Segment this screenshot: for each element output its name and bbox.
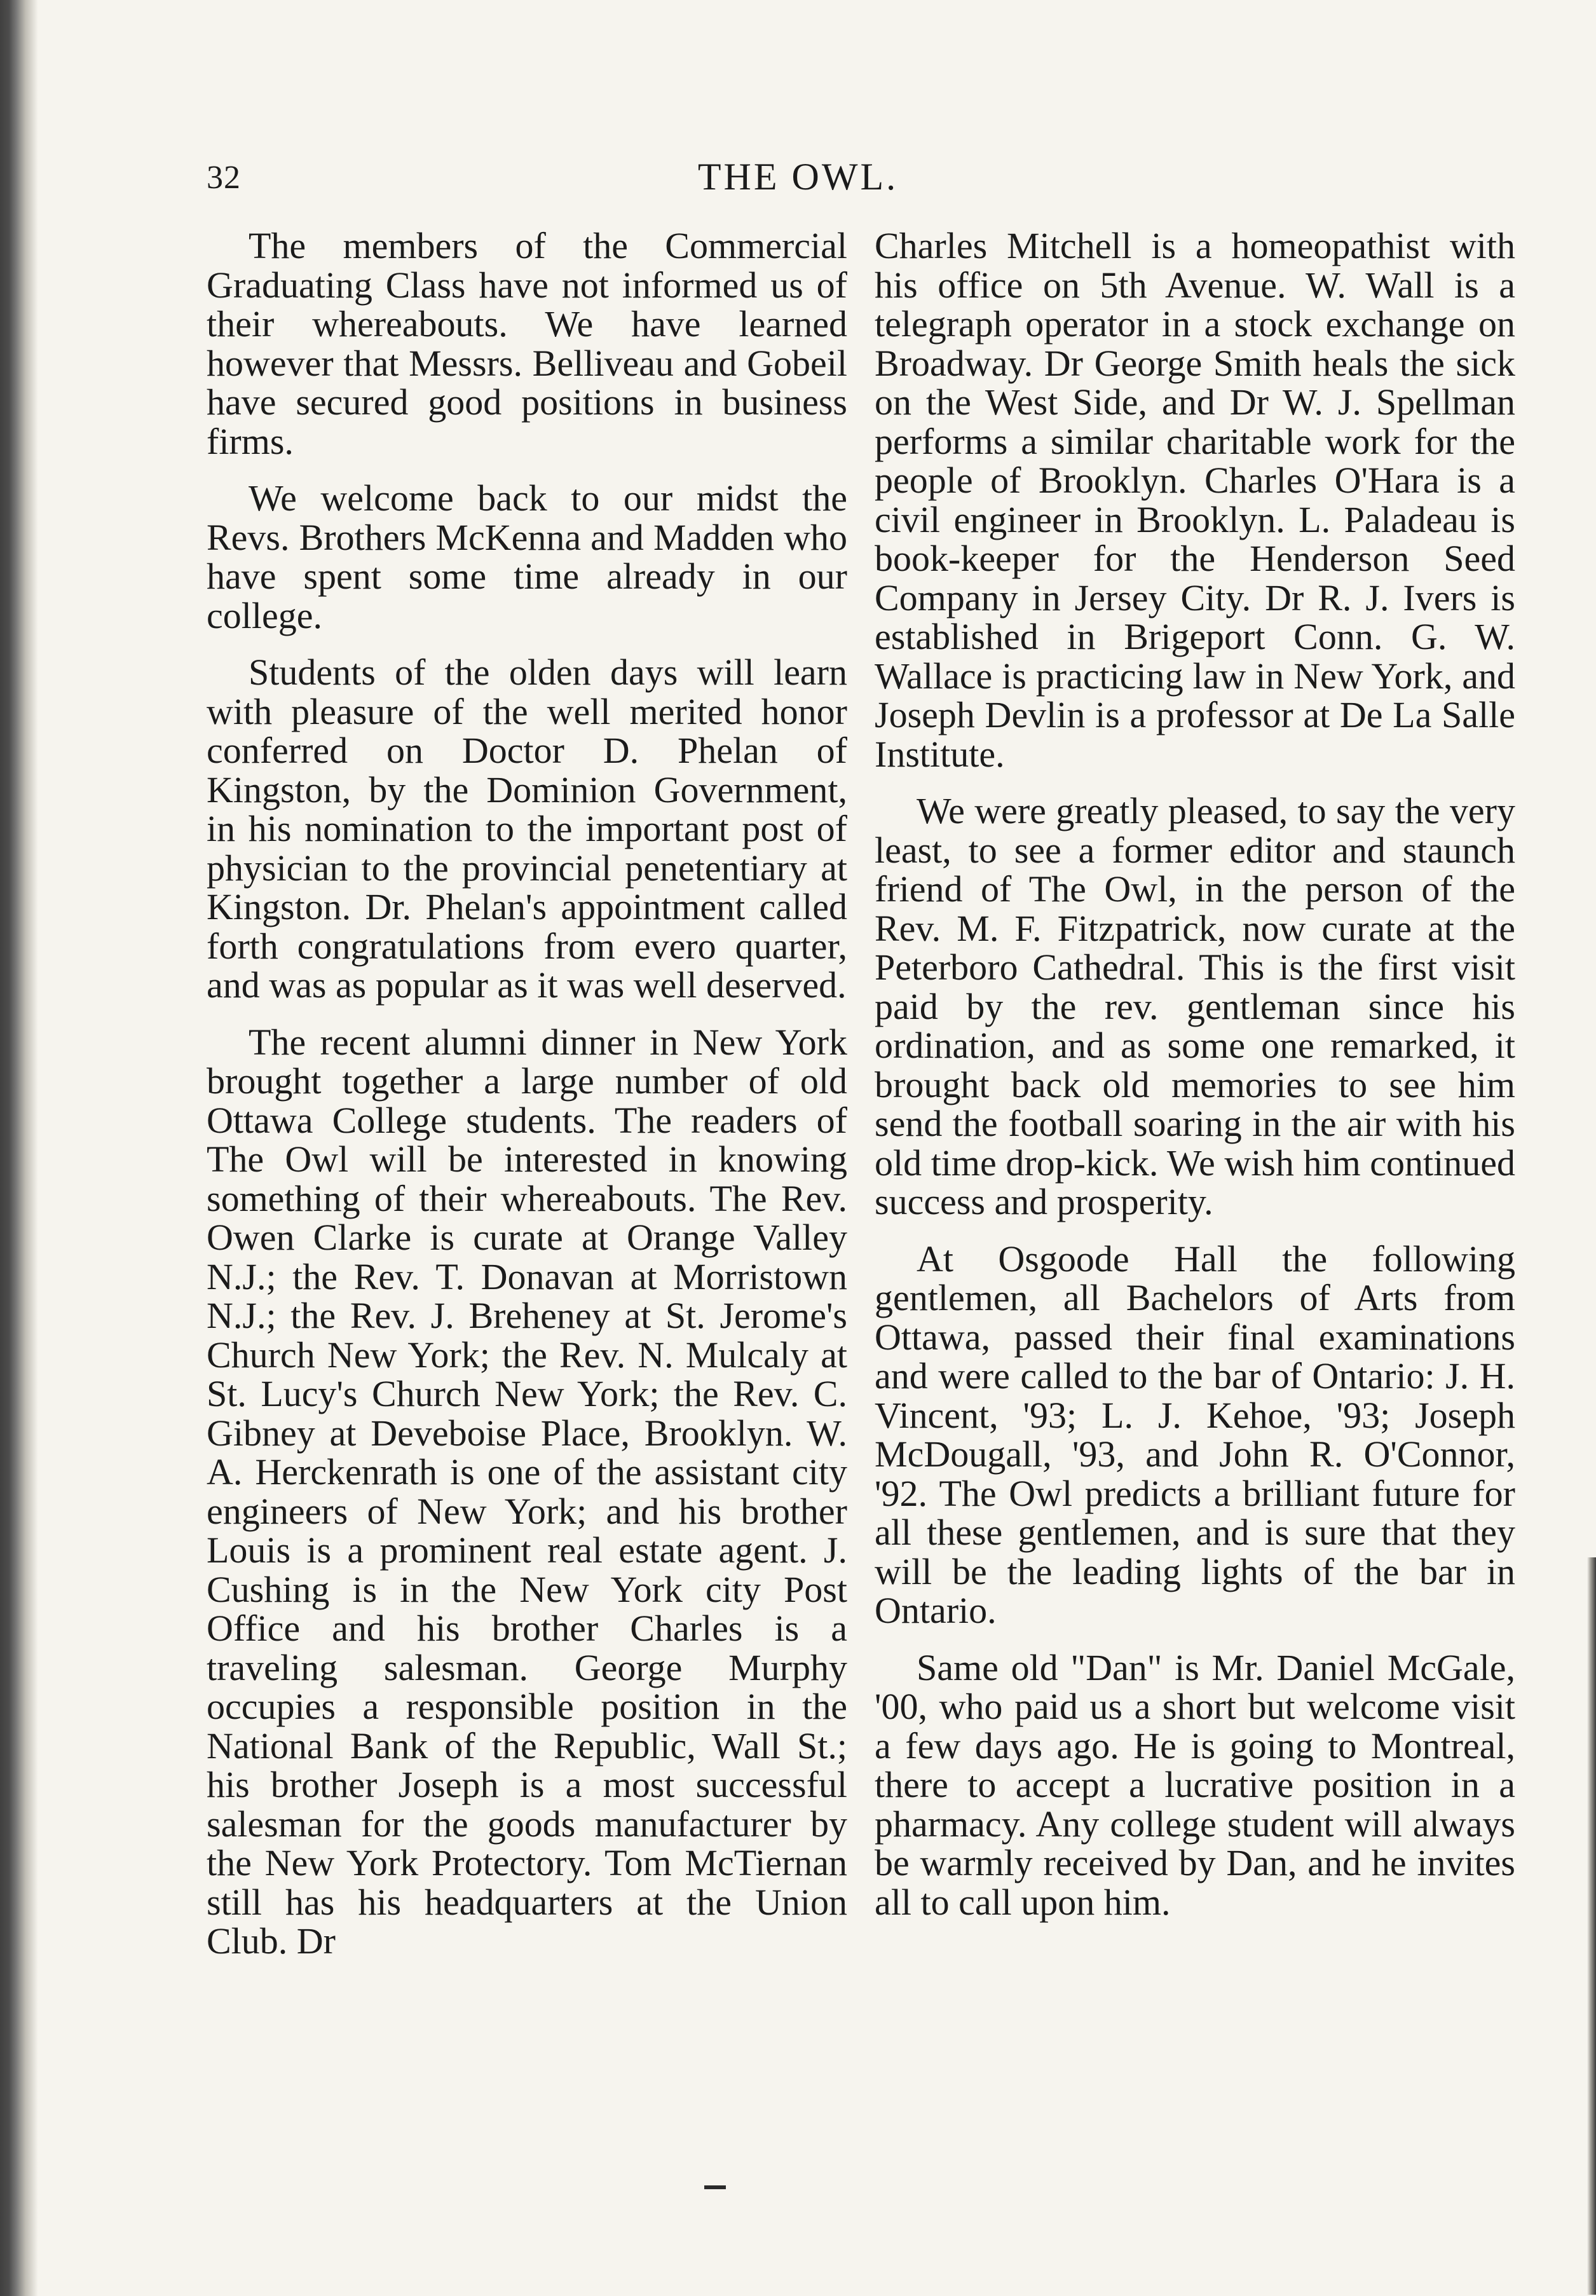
- paragraph-fitzpatrick-visit: We were greatly pleased, to say the very least, to see a former editor and staunch friend of The Owl, in the person of the Rev. M. F. Fitzpatrick, now curate at the Peterboro Cathedral. This is the first visit paid by the rev. gentleman since his ordination, and as some one remarked, it brought back old memories to see him send the football soaring in the air with his old time drop-kick. We wish him continued success and prosperity.: [875, 790, 1515, 1222]
- paragraph-alumni-continued: Charles Mitchell is a homeopathist with his office on 5th Avenue. W. Wall is a telegraph operator in a stock exchange on Broadway. Dr George Smith heals the sick on the West Side, and Dr W. J. Spellman performs a similar charitable work for the people of Brooklyn. Charles O'Hara is a civil engineer in Brooklyn. L. Paladeau is book-keeper for the Henderson Seed Company in Jersey City. Dr R. J. Ivers is established in Brigeport Conn. G. W. Wallace is practicing law in New York, and Joseph Devlin is a professor at De La Salle Institute.: [875, 225, 1515, 775]
- paragraph-doctor-phelan: Students of the olden days will learn with pleasure of the well merited honor conferred on Doctor D. Phelan of Kingston, by the Dominion Government, in his nomination to the important post of physician to the provincial penetentiary at Kingston. Dr. Phelan's appointment called forth congratulations from evero quarter, and was as popular as it was well deserved.: [207, 652, 847, 1006]
- running-title: THE OWL.: [697, 156, 899, 198]
- left-column: [207, 226, 847, 1979]
- paragraph-dan-mcgale: Same old "Dan" is Mr. Daniel McGale, '00, who paid us a short but welcome visit a few days ago. He is going to Montreal, there to accept a lucrative position in a pharmacy. Any college student will always be warmly received by Dan, and he invites all to call upon him.: [875, 1646, 1515, 1923]
- page-binding-shadow: [0, 0, 38, 2296]
- page-number: 32: [207, 160, 241, 196]
- paragraph-welcome-brothers: We welcome back to our midst the Revs. Brothers McKenna and Madden who have spent some time already in our college.: [207, 477, 847, 636]
- page-edge-shadow: [1587, 1557, 1596, 2295]
- right-column: [875, 226, 1515, 1939]
- paragraph-commercial-class: The members of the Commercial Graduating Class have not informed us of their whereabouts. We have learned however that Messrs. Belliveau and Gobeil have secured good positions in business firms.: [207, 225, 847, 462]
- paragraph-osgoode-hall: At Osgoode Hall the following gentlemen, all Bachelors of Arts from Ottawa, passed their final examinations and were called to the bar of Ontario: J. H. Vincent, '93; L. J. Kehoe, '93; Joseph McDougall, '93, and John R. O'Connor, '92. The Owl predicts a brilliant future for all these gentlemen, and is sure that they will be the leading lights of the bar in Ontario.: [875, 1238, 1515, 1631]
- footer-dash: [704, 2185, 726, 2189]
- paragraph-alumni-dinner: The recent alumni dinner in New York brought together a large number of old Ottawa College students. The readers of The Owl will be interested in knowing something of their whereabouts. The Rev. Owen Clarke is curate at Orange Valley N.J.; the Rev. T. Donavan at Morristown N.J.; the Rev. J. Breheney at St. Jerome's Church New York; the Rev. N. Mulcaly at St. Lucy's Church New York; the Rev. C. Gibney at Deveboise Place, Brooklyn. W. A. Herckenrath is one of the assistant city engineers of New York; and his brother Louis is a prominent real estate agent. J. Cushing is in the New York city Post Office and his brother Charles is a traveling salesman. George Murphy occupies a responsible position in the National Bank of the Republic, Wall St.; his brother Joseph is a most successful salesman for the goods manufacturer by the New York Protectory. Tom McTiernan still has his headquarters at the Union Club. Dr: [207, 1021, 847, 1962]
